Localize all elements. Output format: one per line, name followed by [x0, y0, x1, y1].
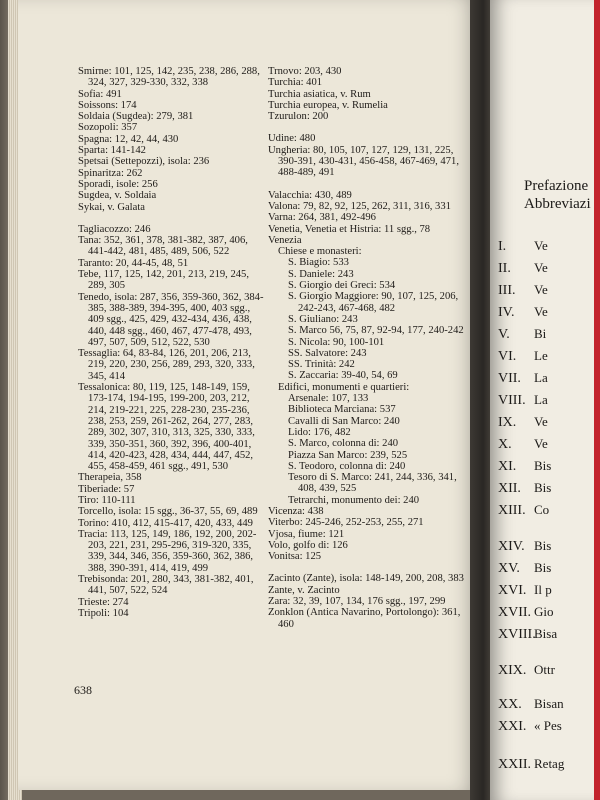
toc-chapter-number: XIX.	[498, 663, 527, 678]
index-entry: Sugdea, v. Soldaia	[78, 190, 157, 202]
index-entry: S. Giuliano: 243	[288, 313, 358, 325]
toc-row	[498, 282, 548, 299]
index-entry: Smirne: 101, 125, 142, 235, 238, 286, 288, 324, 327, 329-330, 332, 338	[78, 66, 260, 89]
index-entry: S. Daniele: 243	[288, 268, 354, 280]
index-entry: Trnovo: 203, 430	[268, 66, 342, 77]
toc-chapter-number: VIII.	[498, 393, 526, 408]
toc-chapter-number: XIII.	[498, 503, 526, 518]
toc-chapter-title: Bis	[534, 480, 552, 495]
index-entry: Cavalli di San Marco: 240	[288, 415, 400, 427]
toc-row	[498, 718, 562, 735]
index-entry: Tzurulon: 200	[268, 111, 329, 123]
index-entry: Torino: 410, 412, 415-417, 420, 433, 449	[78, 517, 253, 529]
toc-chapter-title: Bis	[534, 560, 552, 575]
index-entry: Sozopoli: 357	[78, 122, 138, 134]
toc-chapter-title: Il p	[534, 582, 552, 597]
toc-chapter-title: « Pes	[534, 718, 562, 733]
toc-row	[498, 436, 548, 453]
toc-chapter-number: VII.	[498, 371, 521, 386]
toc-chapter-number: XVI.	[498, 583, 527, 598]
index-entry: S. Marco 56, 75, 87, 92-94, 177, 240-242	[288, 325, 464, 337]
index-entry: Tana: 352, 361, 378, 381-382, 387, 406, 441-442, 481, 485, 489, 506, 522	[78, 235, 248, 258]
index-entry: S. Biagio: 533	[288, 257, 349, 269]
index-entry: Spinaritza: 262	[78, 167, 143, 179]
toc-chapter-title: La	[534, 392, 548, 407]
index-entry: Tebe, 117, 125, 142, 201, 213, 219, 245, 289, 305	[78, 269, 249, 292]
index-entry: Viterbo: 245-246, 252-253, 255, 271	[268, 517, 424, 529]
index-entry: Venezia	[268, 234, 302, 246]
toc-heading-abbreviazioni: Abbreviazi	[524, 196, 591, 212]
toc-row	[498, 662, 555, 679]
page-number: 638	[74, 683, 92, 697]
index-entry: Ungheria: 80, 105, 107, 127, 129, 131, 225, 390-391, 430-431, 456-458, 467-469, 471, 488-489, 491	[268, 144, 459, 179]
index-entry: Tessalonica: 80, 119, 125, 148-149, 159, 173-174, 194-195, 199-200, 203, 212, 214, 219-221, 225, 228-230, 235-236, 238, 253, 259, 261-262, 264, 277, 283, 289, 302, 307, 310, 313, 325, 330, 333, 339, 350-351, 360, 392, 396, 400-401, 414, 420-423, 428, 434, 444, 447, 452, 455, 458-459, 461 sgg., 491, 530	[78, 382, 255, 473]
toc-chapter-number: VI.	[498, 349, 517, 364]
index-entry: Therapeia, 358	[78, 472, 142, 484]
index-entry: Tetrarchi, monumento dei: 240	[288, 494, 420, 506]
index-entry: Tracia: 113, 125, 149, 186, 192, 200, 202-203, 221, 231, 295-296, 319-320, 335, 339, 344, 346, 356, 359-360, 362, 386, 388, 390-391, 414, 419, 499	[78, 528, 257, 574]
toc-chapter-number: XIV.	[498, 539, 525, 554]
index-spacer	[268, 562, 464, 573]
toc-chapter-number: XXII.	[498, 757, 532, 772]
index-spacer	[268, 122, 464, 133]
index-entry: Taranto: 20, 44-45, 48, 51	[78, 257, 189, 269]
index-entry: Turchia europea, v. Rumelia	[268, 99, 388, 111]
red-book-edge	[594, 0, 600, 800]
toc-chapter-title: Ve	[534, 282, 548, 297]
toc-chapter-number: XV.	[498, 561, 520, 576]
index-entry: Biblioteca Marciana: 537	[288, 404, 396, 416]
toc-chapter-title: Ve	[534, 260, 548, 275]
index-entry: S. Giorgio dei Greci: 534	[288, 280, 396, 292]
index-column-right	[268, 66, 464, 630]
index-entry: Turchia asiatica, v. Rum	[268, 88, 371, 100]
toc-chapter-title: Bisan	[534, 696, 564, 711]
index-entry: Volo, golfo di: 126	[268, 539, 348, 551]
index-entry: Zacinto (Zante), isola: 148-149, 200, 208, 383	[268, 573, 464, 585]
index-entry: S. Giorgio Maggiore: 90, 107, 125, 206, 242-243, 467-468, 482	[288, 291, 459, 314]
toc-row	[498, 480, 551, 497]
index-entry: Vonitsa: 125	[268, 551, 322, 563]
index-entry: Vjosa, fiume: 121	[268, 528, 345, 540]
toc-chapter-title: Ve	[534, 304, 548, 319]
toc-chapter-title: Ve	[534, 414, 548, 429]
toc-chapter-number: XVII.	[498, 605, 532, 620]
index-entry: S. Zaccaria: 39-40, 54, 69	[288, 370, 398, 382]
toc-chapter-title: Ottr	[534, 662, 555, 677]
toc-chapter-number: XX.	[498, 697, 522, 712]
toc-row	[498, 260, 548, 277]
toc-row	[498, 370, 548, 387]
toc-row	[498, 756, 564, 773]
toc-chapter-title: Bisa	[534, 626, 558, 641]
index-entry: Venetia, Venetia et Histria: 11 sgg., 78	[268, 223, 431, 235]
toc-chapter-title: Bis	[534, 458, 552, 473]
index-entry: Tripoli: 104	[78, 607, 129, 619]
toc-chapter-title: Gio	[534, 604, 554, 619]
toc-row	[498, 502, 549, 519]
index-entry: Sparta: 141-142	[78, 145, 146, 157]
index-entry: Spagna: 12, 42, 44, 430	[78, 133, 179, 145]
toc-chapter-number: XII.	[498, 481, 521, 496]
toc-chapter-title: Bis	[534, 538, 552, 553]
index-entry: Zonklon (Antica Navarino, Portolongo): 361, 460	[268, 607, 461, 630]
toc-chapter-title: Bi	[534, 326, 547, 341]
toc-chapter-title: Co	[534, 502, 550, 517]
index-entry: Spetsai (Settepozzi), isola: 236	[78, 156, 210, 168]
index-entry: Varna: 264, 381, 492-496	[268, 212, 376, 224]
toc-chapter-title: Ve	[534, 238, 548, 253]
index-entry: S. Nicola: 90, 100-101	[288, 336, 385, 348]
toc-row	[498, 238, 548, 255]
index-spacer	[78, 213, 268, 224]
index-entry: Tenedo, isola: 287, 356, 359-360, 362, 384-385, 388-389, 394-395, 400, 403 sgg., 409 sgg., 425, 429, 432-434, 436, 438, 440, 448 sgg., 460, 467, 477-478, 493, 497, 507, 509, 512, 522, 530	[78, 291, 264, 348]
index-entry: Soldaia (Sugdea): 279, 381	[78, 111, 194, 123]
index-column-left	[78, 66, 268, 619]
index-entry: Chiese e monasteri:	[278, 246, 362, 258]
index-entry: Zara: 32, 39, 107, 134, 176 sgg., 197, 299	[268, 596, 446, 608]
index-entry: Udine: 480	[268, 133, 316, 145]
toc-row	[498, 538, 551, 555]
toc-chapter-title: Le	[534, 348, 548, 363]
toc-row	[498, 414, 548, 431]
toc-chapter-title: Ve	[534, 436, 548, 451]
index-entry: S. Marco, colonna di: 240	[288, 438, 399, 450]
index-entry: Sofia: 491	[78, 88, 122, 100]
index-entry: Lido: 176, 482	[288, 426, 351, 438]
index-entry: SS. Salvatore: 243	[288, 347, 367, 359]
index-entry: Sykai, v. Galata	[78, 201, 145, 213]
index-entry: Edifici, monumenti e quartieri:	[278, 381, 410, 393]
index-spacer	[268, 179, 464, 190]
toc-row	[498, 560, 551, 577]
toc-row	[498, 326, 546, 343]
index-entry: Tagliacozzo: 246	[78, 223, 151, 235]
index-entry: Tessaglia: 64, 83-84, 126, 201, 206, 213, 219, 220, 230, 256, 289, 293, 320, 333, 345, 414	[78, 348, 255, 382]
toc-row	[498, 348, 548, 365]
index-entry: Torcello, isola: 15 sgg., 36-37, 55, 69, 489	[78, 506, 258, 518]
toc-chapter-number: III.	[498, 283, 516, 298]
index-entry: Arsenale: 107, 133	[288, 393, 369, 405]
index-entry: Trebisonda: 201, 280, 343, 381-382, 401, 441, 507, 522, 524	[78, 574, 254, 597]
toc-chapter-number: IV.	[498, 305, 515, 320]
toc-chapter-number: XI.	[498, 459, 517, 474]
toc-chapter-number: XVIII.	[498, 627, 536, 642]
toc-row	[498, 304, 548, 321]
toc-chapter-title: La	[534, 370, 548, 385]
toc-chapter-number: V.	[498, 327, 510, 342]
index-entry: Turchia: 401	[268, 77, 323, 89]
toc-row	[498, 392, 548, 409]
toc-row	[498, 696, 564, 713]
index-entry: Trieste: 274	[78, 596, 129, 608]
toc-chapter-number: X.	[498, 437, 512, 452]
index-entry: Tiro: 110-111	[78, 494, 136, 506]
index-entry: Soissons: 174	[78, 99, 137, 111]
index-entry: Sporadi, isole: 256	[78, 178, 158, 190]
index-entry: SS. Trinità: 242	[288, 359, 355, 371]
toc-chapter-title: Retag	[534, 756, 565, 771]
toc-chapter-number: XXI.	[498, 719, 527, 734]
index-entry: Valona: 79, 82, 92, 125, 262, 311, 316, 331	[268, 200, 451, 212]
index-entry: Zante, v. Zacinto	[268, 584, 340, 596]
index-entry: Valacchia: 430, 489	[268, 189, 352, 201]
index-entry: Tesoro di S. Marco: 241, 244, 336, 341, 408, 439, 525	[288, 472, 457, 495]
index-entry: Vicenza: 438	[268, 505, 324, 517]
toc-row	[498, 604, 554, 621]
toc-chapter-number: II.	[498, 261, 511, 276]
toc-row	[498, 458, 551, 475]
toc-heading-prefazione: Prefazione	[524, 178, 589, 194]
index-entry: Piazza San Marco: 239, 525	[288, 449, 408, 461]
index-entry: S. Teodoro, colonna di: 240	[288, 460, 406, 472]
toc-chapter-number: IX.	[498, 415, 517, 430]
toc-row	[498, 626, 557, 643]
toc-row	[498, 582, 552, 599]
index-entry: Tiberiade: 57	[78, 483, 135, 495]
toc-chapter-number: I.	[498, 239, 507, 254]
